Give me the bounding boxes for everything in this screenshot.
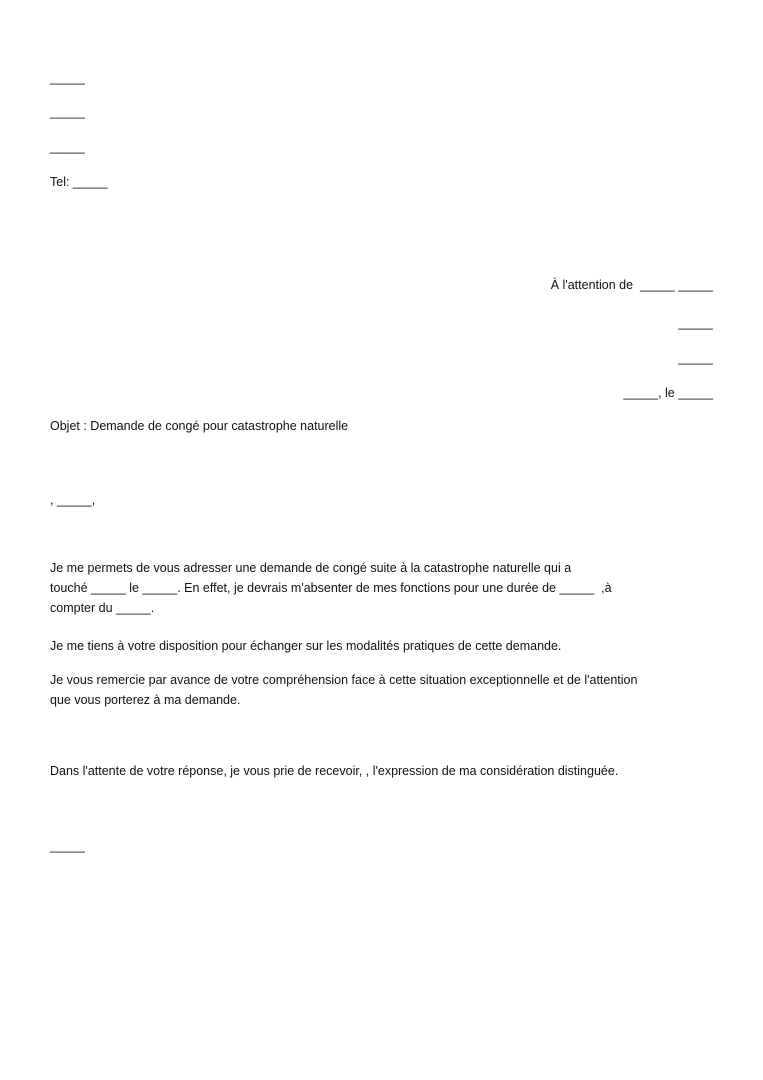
recipient-attention: À l'attention de _____ _____ [550, 278, 713, 292]
body-paragraph-1-line-1: Je me permets de vous adresser une demande de congé suite à la catastrophe naturelle qui a [50, 561, 572, 575]
salutation: , _____, [50, 493, 96, 507]
recipient-line-2: _____ [678, 316, 713, 330]
body-paragraph-1-line-2: touché _____ le _____. En effet, je devrais m'absenter de mes fonctions pour une durée de _____ ,à [50, 581, 612, 595]
body-paragraph-3-line-2: que vous porterez à ma demande. [50, 693, 241, 707]
recipient-line-3: _____ [678, 351, 713, 365]
signature: _____ [50, 839, 85, 853]
place-date: _____, le _____ [623, 386, 713, 400]
sender-line-1: _____ [50, 71, 85, 85]
body-paragraph-3-line-1: Je vous remercie par avance de votre compréhension face à cette situation exceptionnelle et de l'attention [50, 673, 638, 687]
closing-formula: Dans l'attente de votre réponse, je vous prie de recevoir, , l'expression de ma considération distinguée. [50, 764, 619, 778]
sender-tel: Tel: _____ [50, 175, 108, 189]
sender-line-2: _____ [50, 105, 85, 119]
subject-line: Objet : Demande de congé pour catastrophe naturelle [50, 419, 349, 433]
sender-line-3: _____ [50, 140, 85, 154]
body-paragraph-2: Je me tiens à votre disposition pour échanger sur les modalités pratiques de cette demande. [50, 639, 562, 653]
body-paragraph-1-line-3: compter du _____. [50, 601, 155, 615]
